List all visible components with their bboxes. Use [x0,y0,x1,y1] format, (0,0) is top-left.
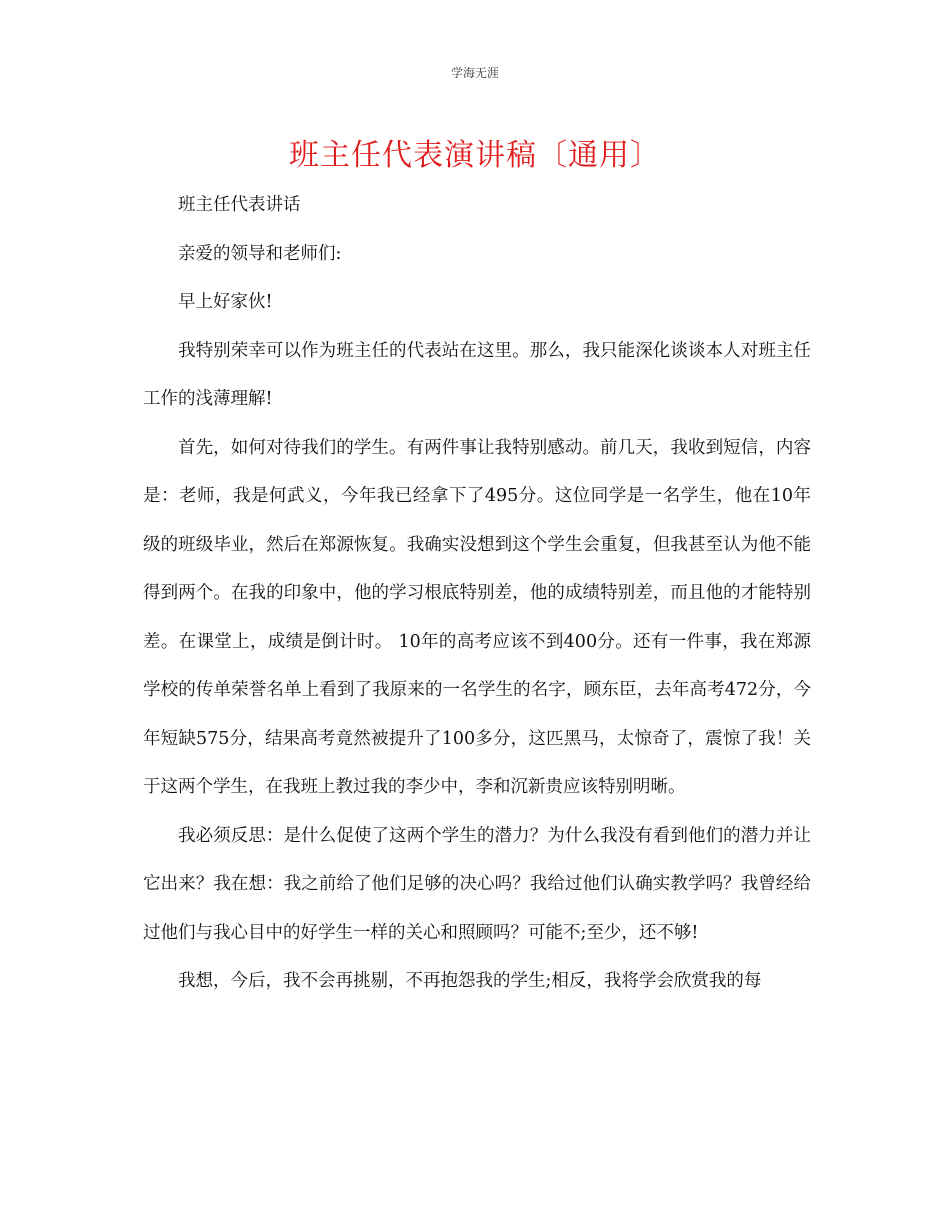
document-body [143,181,811,1006]
paragraph-intro: 我特别荣幸可以作为班主任的代表站在这里。那么，我只能深化谈谈本人对班主任工作的浅薄理解! [143,340,811,409]
page-header: 学海无涯 [450,66,499,80]
paragraph-speech-heading: 班主任代表讲话 [178,195,301,215]
paragraph-students-story: 首先，如何对待我们的学生。有两件事让我特别感动。前几天，我收到短信，内容是：老师，我是何武义，今年我已经拿下了495分。这位同学是一名学生，他在10年级的班级毕业，然后在郑源恢复。我确实没想到这个学生会重复，但我甚至认为他不能得到两个。在我的印象中，他的学习根底特别差，他的成绩特别差，而且他的才能特别差。在课堂上，成绩是倒计时。 10年的高考应该不到400分。还有一件事，我在郑源学校的传单荣誉名单上看到了我原来的一名学生的名字，顾东臣，去年高考472分，今年短缺575分，结果高考竟然被提升了100多分，这匹黑马，太惊奇了，震惊了我！关于这两个学生，在我班上教过我的李少中，李和沉新贵应该特别明晰。 [143,437,811,797]
paragraph-greeting: 早上好家伙! [178,292,273,312]
paragraph-salutation: 亲爱的领导和老师们: [178,243,342,264]
document-title: 班主任代表演讲稿〔通用〕 [289,138,661,173]
paragraph-resolution: 我想，今后，我不会再挑剔，不再抱怨我的学生;相反，我将学会欣赏我的每 [178,971,762,991]
paragraph-reflection: 我必须反思：是什么促使了这两个学生的潜力？为什么我没有看到他们的潜力并让它出来？我在想：我之前给了他们足够的决心吗？我给过他们认确实教学吗？我曾经给过他们与我心目中的好学生一样的关心和照顾吗？可能不;至少，还不够! [143,825,811,943]
